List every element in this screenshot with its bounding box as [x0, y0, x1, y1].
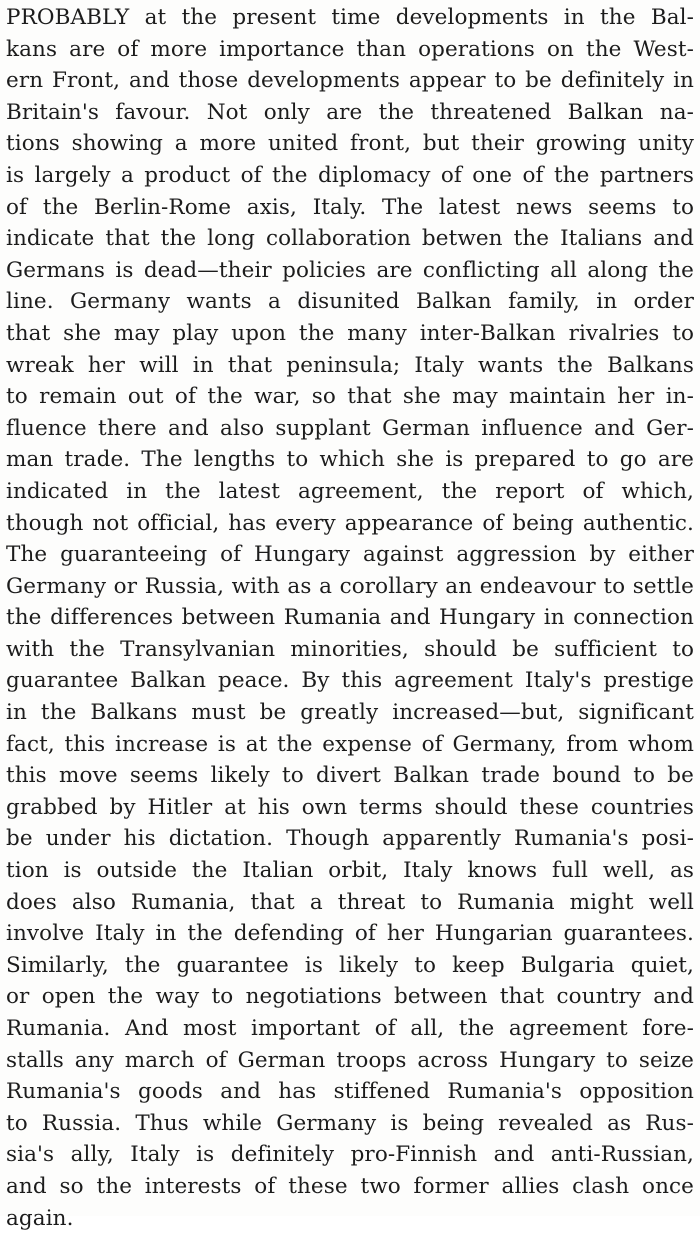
- article-text-line: be under his dictation. Though apparently Rumania's posi-: [6, 826, 694, 852]
- article-text-line: guarantee Balkan peace. By this agreement Italy's prestige: [6, 668, 694, 694]
- article-text-line: tion is outside the Italian orbit, Italy knows full well, as: [6, 858, 694, 884]
- article-text-line: Germany or Russia, with as a corollary an endeavour to settle: [6, 573, 694, 599]
- article-text-line: that she may play upon the many inter-Balkan rivalries to: [6, 320, 694, 346]
- article-text-line: though not official, has every appearance of being authentic.: [6, 510, 694, 536]
- article-text-line: is largely a product of the diplomacy of one of the partners: [6, 162, 694, 188]
- article-text-line: line. Germany wants a disunited Balkan family, in order: [6, 289, 694, 315]
- article-text-line: Rumania. And most important of all, the agreement fore-: [6, 1016, 694, 1041]
- article-text-line: indicated in the latest agreement, the report of which,: [6, 478, 694, 504]
- article-text-line: involve Italy in the defending of her Hungarian guarantees.: [6, 921, 694, 947]
- article-text-line: to remain out of the war, so that she may maintain her in-: [6, 384, 694, 410]
- article-text-line: stalls any march of German troops across Hungary to seize: [6, 1047, 694, 1073]
- article-text-line: The guaranteeing of Hungary against aggression by either: [6, 542, 694, 568]
- article-text-line: ern Front, and those developments appear to be definitely in: [6, 68, 694, 94]
- article-text-line: sia's ally, Italy is definitely pro-Finnish and anti-Russian,: [6, 1142, 694, 1168]
- article-text-line: Similarly, the guarantee is likely to keep Bulgaria quiet,: [6, 952, 694, 978]
- article-text-line: or open the way to negotiations between that country and: [6, 984, 694, 1010]
- article-text-line: this move seems likely to divert Balkan trade bound to be: [6, 763, 694, 789]
- article-text-line: with the Transylvanian minorities, should be sufficient to: [6, 636, 694, 662]
- article-text-line: fluence there and also supplant German influence and Ger-: [6, 415, 694, 441]
- article-text-line: tions showing a more united front, but their growing unity: [6, 131, 694, 157]
- article-text-line: of the Berlin-Rome axis, Italy. The latest news seems to: [6, 194, 694, 220]
- article-text-column: [6, 2, 694, 1234]
- article-text-line: to Russia. Thus while Germany is being revealed as Rus-: [6, 1110, 694, 1136]
- article-text-line: fact, this increase is at the expense of Germany, from whom: [6, 731, 694, 757]
- article-text-line: and so the interests of these two former allies clash once: [6, 1173, 694, 1199]
- article-text-line: grabbed by Hitler at his own terms should these countries: [6, 794, 694, 820]
- article-text-line: does also Rumania, that a threat to Rumania might well: [6, 889, 694, 915]
- article-text-line: in the Balkans must be greatly increased—but, significant: [6, 700, 694, 726]
- article-text-line: man trade. The lengths to which she is prepared to go are: [6, 447, 694, 473]
- article-text-line: again.: [6, 1205, 74, 1231]
- article-text-line: Britain's favour. Not only are the threatened Balkan na-: [6, 99, 694, 125]
- article-text-line: Rumania's goods and has stiffened Rumania's opposition: [6, 1079, 694, 1105]
- article-text-line: wreak her will in that peninsula; Italy wants the Balkans: [6, 352, 694, 378]
- article-text-line: indicate that the long collaboration betwen the Italians and: [6, 226, 694, 252]
- article-text-line: kans are of more importance than operations on the West-: [6, 36, 694, 62]
- article-text-line: the differences between Rumania and Hungary in connection: [6, 605, 694, 631]
- article-text-line: PROBABLY at the present time developments in the Bal-: [6, 5, 694, 30]
- article-text-line: Germans is dead—their policies are conflicting all along the: [6, 257, 694, 283]
